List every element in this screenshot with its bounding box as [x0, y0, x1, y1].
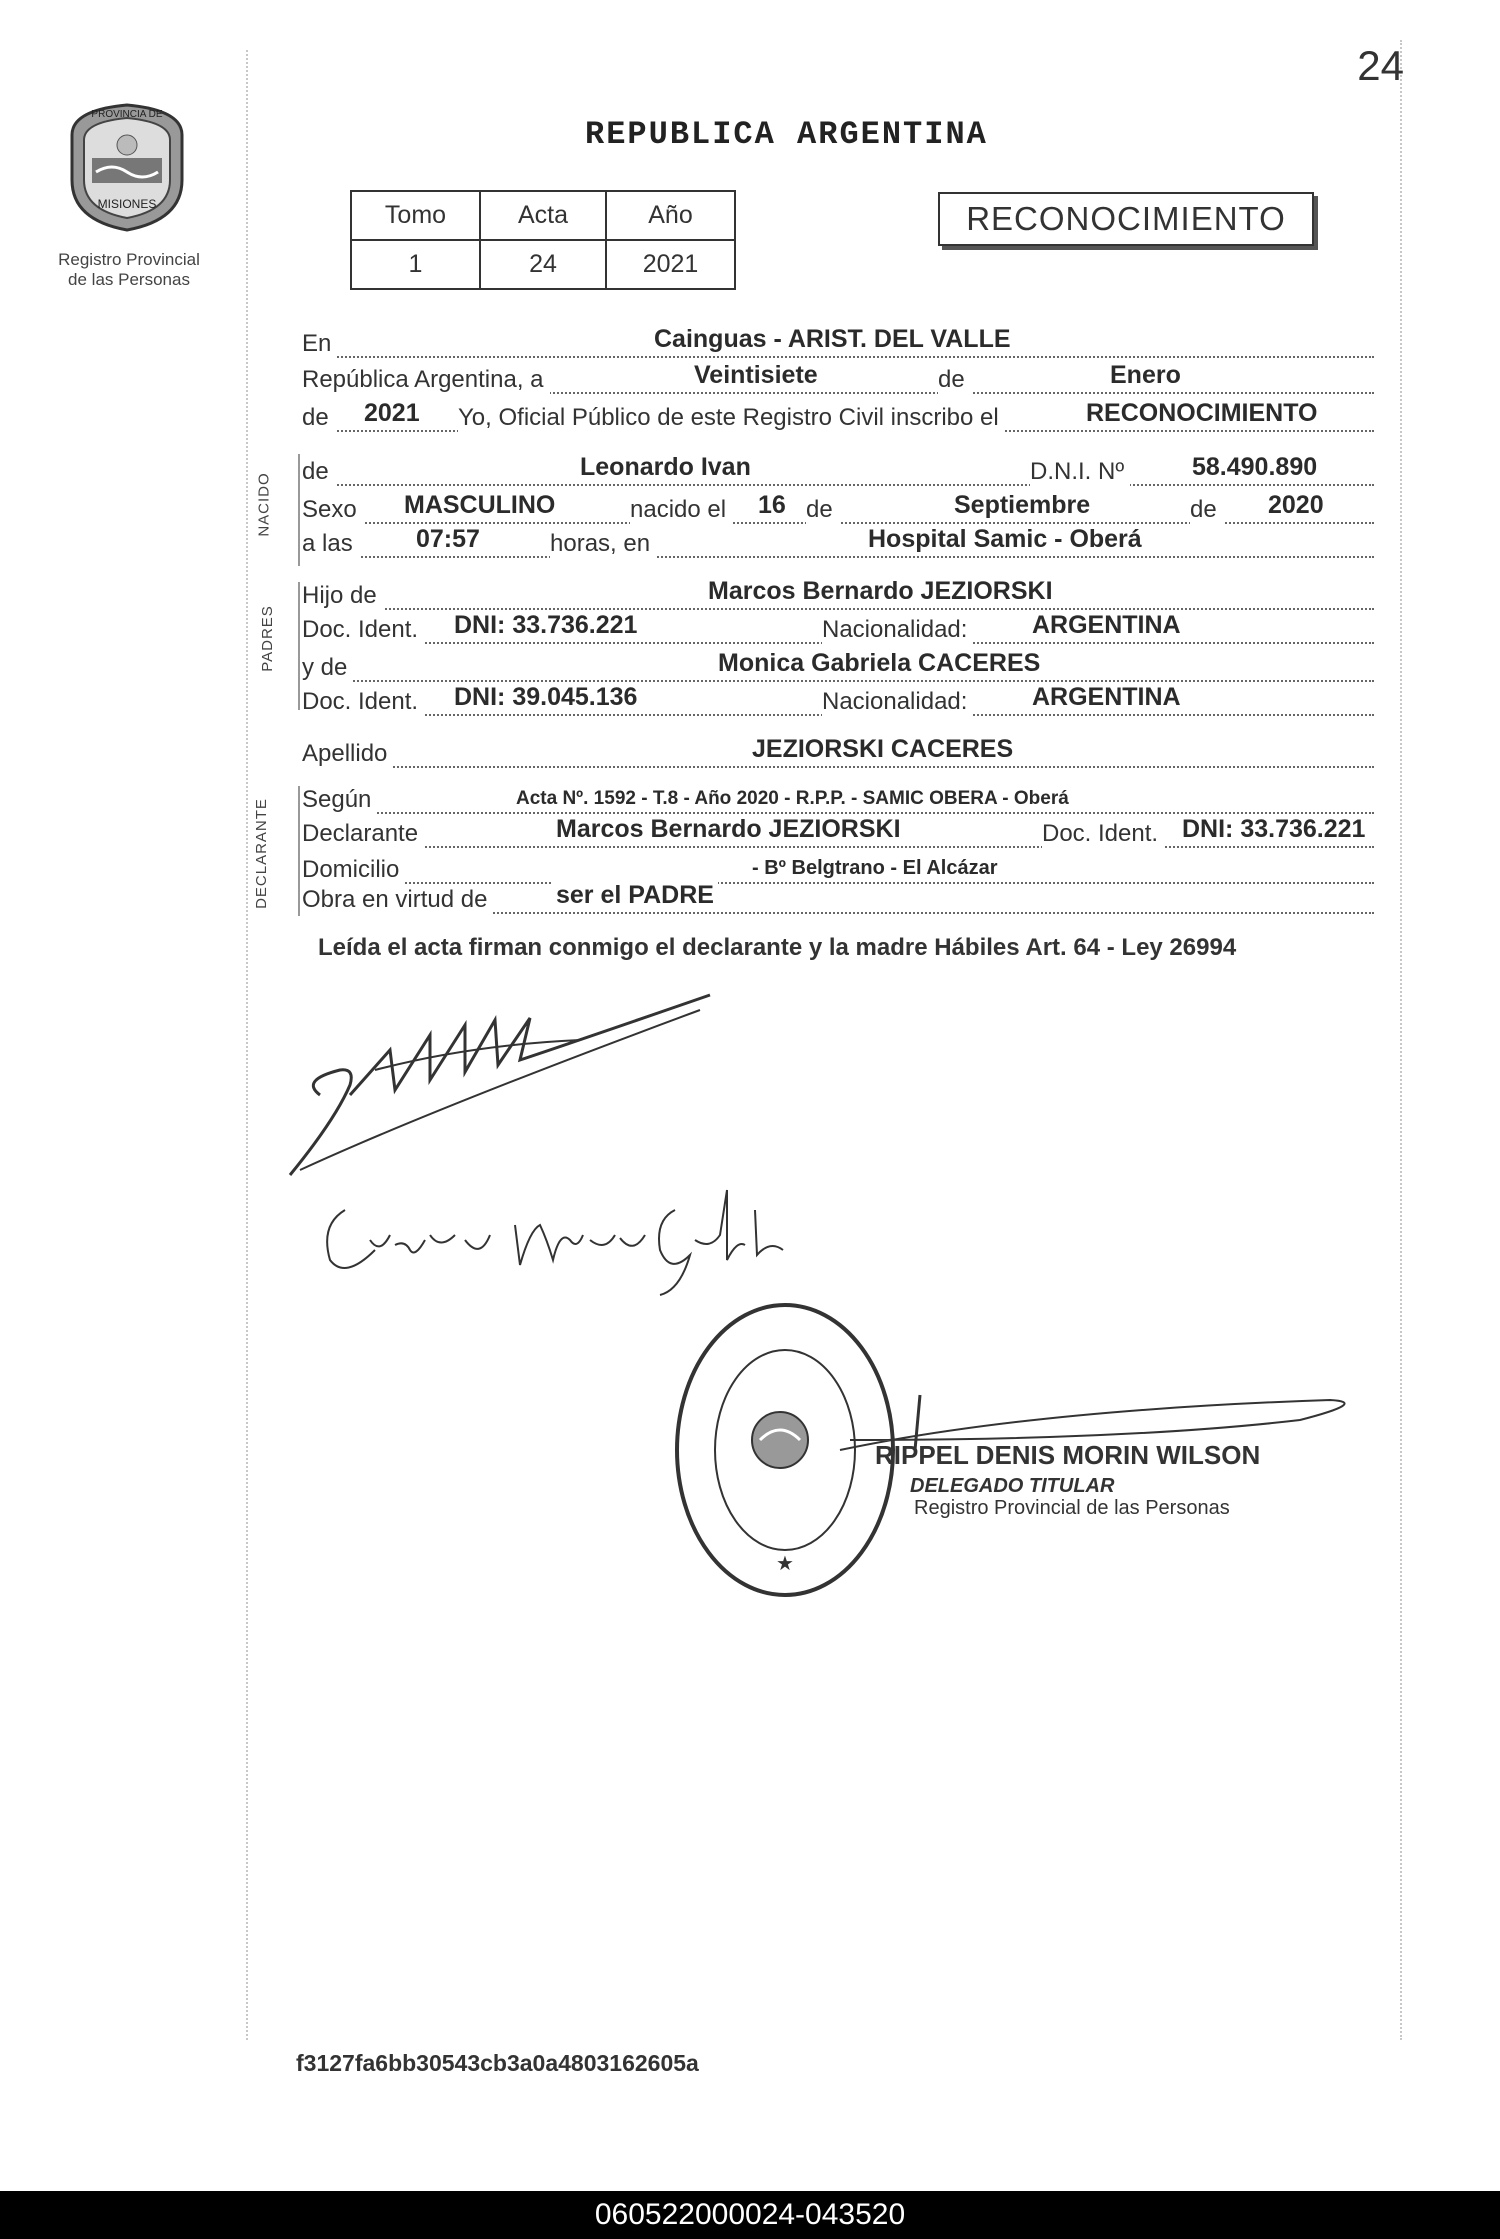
label-de: de [938, 366, 971, 394]
value-day: Veintisiete [690, 361, 822, 390]
value-father-nat: ARGENTINA [1028, 611, 1185, 640]
label-obra: Obra en virtud de [302, 886, 493, 914]
value-birth-month: Septiembre [950, 491, 1094, 520]
ref-value-acta: 24 [480, 240, 606, 289]
label-declarante-doc: Doc. Ident. [1042, 820, 1164, 848]
ref-header-anio: Año [606, 191, 735, 240]
country-title: REPUBLICA ARGENTINA [585, 116, 988, 153]
row-nacido-name [302, 446, 1374, 486]
stamp-official-office: Registro Provincial de las Personas [914, 1497, 1230, 1519]
label-y-de: y de [302, 654, 353, 682]
row-year [302, 392, 1374, 432]
label-father-doc: Doc. Ident. [302, 616, 424, 644]
value-sexo: MASCULINO [400, 491, 559, 520]
row-apellido [302, 728, 1374, 768]
label-segun: Según [302, 786, 377, 814]
label-republica: República Argentina, a [302, 366, 550, 394]
label-mother-doc: Doc. Ident. [302, 688, 424, 716]
padres-section-label: PADRES [258, 605, 276, 672]
footer-code: 060522000024-043520 [0, 2191, 1500, 2239]
value-child-name: Leonardo Ivan [576, 453, 755, 482]
logo-caption [40, 250, 218, 290]
row-nacido-time [302, 518, 1374, 558]
label-inscribo: Yo, Oficial Público de este Registro Civil inscribo el [458, 404, 1005, 432]
value-act: RECONOCIMIENTO [1082, 399, 1322, 428]
ref-value-tomo: 1 [351, 240, 480, 289]
stamp-official-role: DELEGADO TITULAR [910, 1475, 1115, 1497]
label-hijo-de: Hijo de [302, 582, 383, 610]
ref-value-anio: 2021 [606, 240, 735, 289]
reference-value-row [351, 240, 735, 289]
value-mother-doc: DNI: 39.045.136 [450, 683, 641, 712]
province-seal-icon [62, 100, 192, 235]
padres-section-line [298, 582, 300, 710]
value-child-dni: 58.490.890 [1188, 453, 1321, 482]
row-declarante [302, 808, 1374, 848]
label-apellido: Apellido [302, 740, 393, 768]
nacido-section-label: NACIDO [255, 472, 273, 537]
act-type-box: RECONOCIMIENTO [938, 192, 1314, 246]
signature-scribble-icon [280, 990, 720, 1190]
right-margin-line [1400, 40, 1402, 2040]
document-hash: f3127fa6bb30543cb3a0a4803162605a [296, 2050, 699, 2076]
label-dni: D.N.I. Nº [1030, 458, 1130, 486]
logo-caption-line1: Registro Provincial [58, 250, 200, 269]
value-mother: Monica Gabriela CACERES [714, 649, 1044, 678]
row-obra [302, 874, 1374, 914]
value-place: Cainguas - ARIST. DEL VALLE [650, 325, 1015, 354]
logo-caption-line2: de las Personas [68, 270, 190, 289]
value-birth-place: Hospital Samic - Oberá [864, 525, 1146, 554]
row-mother-doc [302, 676, 1374, 716]
value-birth-day: 16 [754, 491, 790, 520]
value-father-doc: DNI: 33.736.221 [450, 611, 641, 640]
label-de-birthyear: de [1190, 496, 1223, 524]
label-a-las: a las [302, 530, 359, 558]
declarante-section-label: DECLARANTE [252, 798, 270, 909]
label-de-name: de [302, 458, 335, 486]
value-segun: Acta Nº. 1592 - T.8 - Año 2020 - R.P.P. - SAMIC OBERA - Oberá [512, 788, 1073, 810]
row-date [302, 354, 1374, 394]
label-mother-nat: Nacionalidad: [822, 688, 973, 716]
reference-header-row [351, 191, 735, 240]
svg-text:★: ★ [776, 1553, 794, 1575]
value-mother-nat: ARGENTINA [1028, 683, 1185, 712]
handwritten-signature-icon [315, 1180, 795, 1300]
value-year: 2021 [360, 399, 424, 428]
label-de-month: de [806, 496, 839, 524]
nacido-section-line [298, 454, 300, 566]
value-time: 07:57 [412, 525, 484, 554]
seal-text-bottom: MISIONES [97, 197, 157, 211]
label-horas-en: horas, en [550, 530, 656, 558]
label-nacido-el: nacido el [630, 496, 732, 524]
label-father-nat: Nacionalidad: [822, 616, 973, 644]
label-en: En [302, 330, 337, 358]
reference-table [350, 190, 736, 290]
ref-header-tomo: Tomo [351, 191, 480, 240]
label-declarante: Declarante [302, 820, 424, 848]
label-domicilio: Domicilio [302, 856, 405, 884]
label-sexo: Sexo [302, 496, 363, 524]
value-birth-year: 2020 [1264, 491, 1328, 520]
value-declarante: Marcos Bernardo JEZIORSKI [552, 815, 905, 844]
stamp-official-name: RIPPEL DENIS MORIN WILSON [875, 1440, 1261, 1470]
value-obra: ser el PADRE [552, 881, 718, 910]
closing-statement: Leída el acta firman conmigo el declarante y la madre Hábiles Art. 64 - Ley 26994 [318, 934, 1237, 961]
declarante-section-line [298, 786, 300, 916]
left-margin-line [246, 50, 248, 2040]
row-father-doc [302, 604, 1374, 644]
label-de-year: de [302, 404, 335, 432]
seal-text-top: PROVINCIA DE [91, 109, 163, 120]
row-place [302, 318, 1374, 358]
page-number: 24 [1357, 42, 1404, 89]
ref-header-acta: Acta [480, 191, 606, 240]
value-month: Enero [1106, 361, 1185, 390]
value-apellido: JEZIORSKI CACERES [748, 735, 1017, 764]
value-declarante-doc: DNI: 33.736.221 [1178, 815, 1369, 844]
value-father: Marcos Bernardo JEZIORSKI [704, 577, 1057, 606]
value-domicilio: - Bº Belgtrano - El Alcázar [748, 857, 1002, 880]
